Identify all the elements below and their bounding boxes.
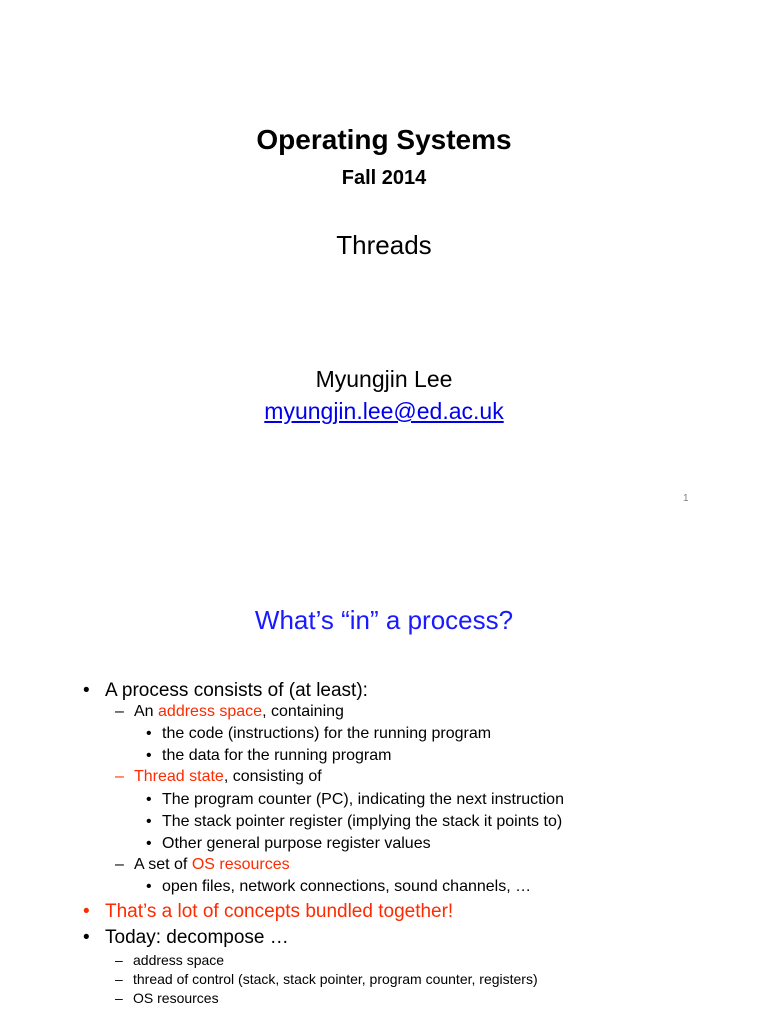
bullet-mark: • <box>83 901 90 922</box>
bullet-text: That’s a lot of concepts bundled together! <box>105 901 454 922</box>
slide1-title: Operating Systems <box>256 124 512 155</box>
bullet-line <box>146 834 431 854</box>
bullet-line <box>146 812 562 832</box>
dash-mark: – <box>115 952 123 968</box>
bullet-line <box>115 970 538 988</box>
slide2-title: What’s “in” a process? <box>254 605 514 635</box>
bullet-line <box>146 790 564 810</box>
dash-mark: – <box>115 768 124 785</box>
bullet-text: open files, network connections, sound channels, … <box>162 878 532 895</box>
email-link[interactable]: myungjin.lee@ed.ac.uk <box>264 398 504 424</box>
page-number: 1 <box>683 493 689 504</box>
bullet-highlight: Thread state <box>134 768 224 785</box>
bullet-line <box>115 702 344 722</box>
bullet-mark: • <box>146 747 152 764</box>
bullet-text: Today: decompose … <box>105 927 289 948</box>
bullet-mark: • <box>146 835 152 852</box>
bullet-mark: • <box>83 680 90 701</box>
bullet-mark: • <box>146 791 152 808</box>
bullet-text: A process consists of (at least): <box>105 680 368 701</box>
slide1-email-line <box>0 397 768 425</box>
bullet-text: the data for the running program <box>162 747 392 764</box>
bullet-text-pre: An <box>134 703 159 720</box>
dash-mark: – <box>115 703 124 720</box>
bullet-line <box>83 900 453 924</box>
bullet-text: Other general purpose register values <box>162 835 431 852</box>
bullet-line <box>83 926 289 950</box>
bullet-line <box>146 746 391 766</box>
bullet-text-post: , containing <box>262 703 344 720</box>
bullet-text-pre: A set of <box>134 856 192 873</box>
dash-mark: – <box>115 856 124 873</box>
bullet-line <box>146 724 491 744</box>
bullet-text: address space <box>133 952 225 968</box>
bullet-text-post: , consisting of <box>223 768 322 785</box>
slide1-author: Myungjin Lee <box>315 366 453 392</box>
bullet-text: thread of control (stack, stack pointer, program counter, registers) <box>133 971 538 987</box>
bullet-line <box>115 767 322 787</box>
bullet-line <box>83 679 368 703</box>
bullet-line <box>115 855 290 875</box>
bullet-mark: • <box>146 878 152 895</box>
bullet-text: The program counter (PC), indicating the next instruction <box>162 791 564 808</box>
slide1-term: Fall 2014 <box>341 167 427 189</box>
bullet-text: OS resources <box>133 990 219 1006</box>
bullet-highlight: address space <box>158 703 263 720</box>
bullet-mark: • <box>146 725 152 742</box>
dash-mark: – <box>115 990 123 1006</box>
bullet-line <box>115 951 224 969</box>
bullet-text: the code (instructions) for the running program <box>162 725 492 742</box>
bullet-mark: • <box>146 813 152 830</box>
bullet-line <box>146 877 531 897</box>
bullet-highlight: OS resources <box>191 856 290 873</box>
bullet-mark: • <box>83 927 90 948</box>
slide1-topic: Threads <box>336 230 432 260</box>
dash-mark: – <box>115 971 123 987</box>
bullet-line <box>115 989 219 1007</box>
bullet-text: The stack pointer register (implying the stack it points to) <box>162 813 563 830</box>
